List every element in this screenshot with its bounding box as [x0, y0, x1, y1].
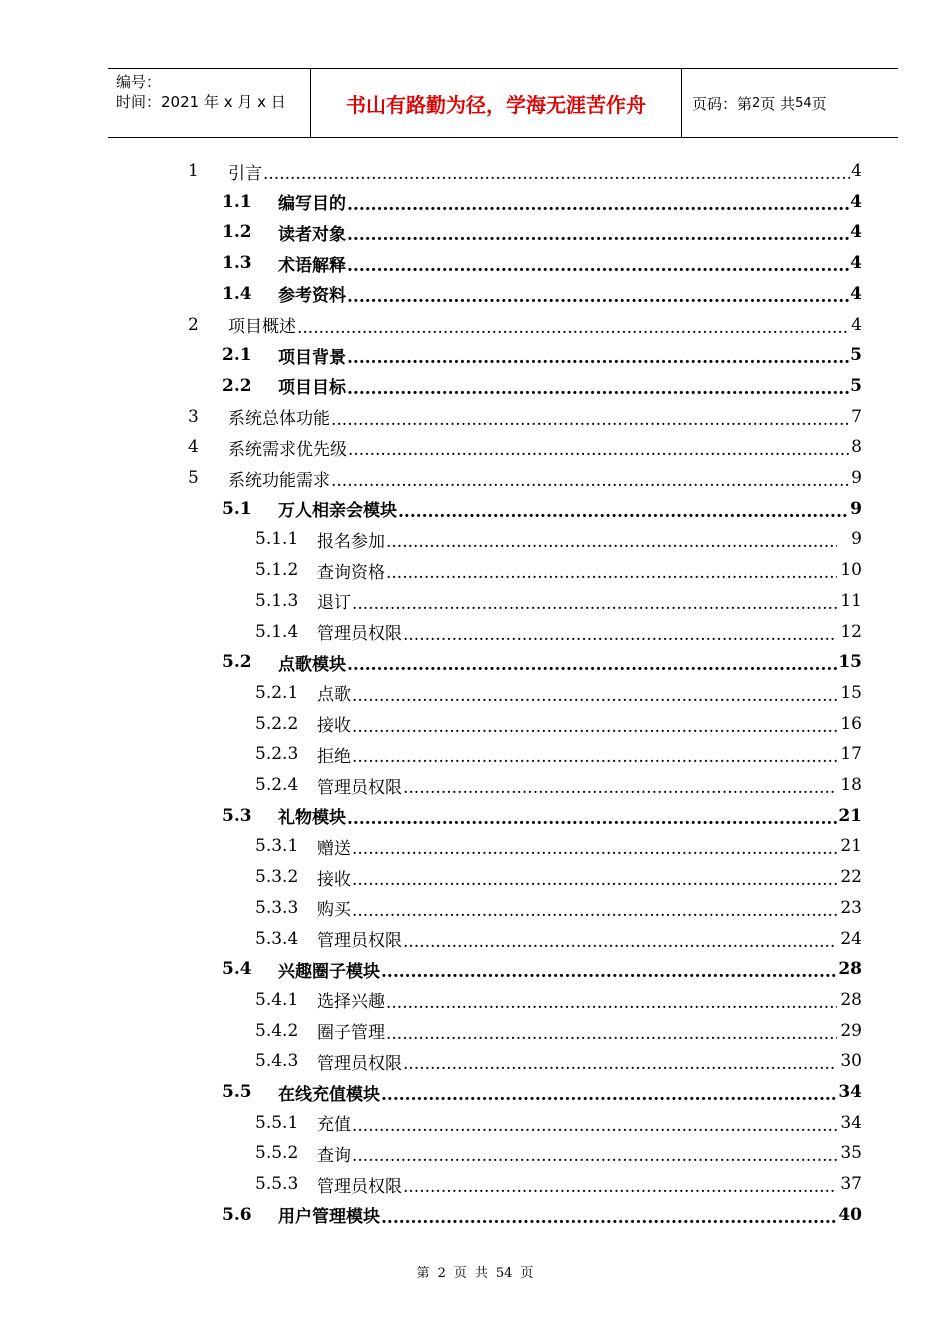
- toc-entry-number: 5.5: [222, 1082, 252, 1102]
- toc-entry-title: 管理员权限: [317, 777, 402, 798]
- toc-entry-number: 5.3.4: [255, 928, 299, 949]
- toc-entry-title: 退订: [317, 593, 351, 614]
- toc-entry-number: 1.2: [222, 222, 252, 243]
- toc-entry-number: 5.4.3: [255, 1051, 299, 1072]
- toc-entry-page: 40: [838, 1204, 862, 1225]
- page-mid: 页 共: [760, 94, 796, 113]
- toc-entry-number: 5.5.3: [255, 1174, 299, 1195]
- toc-entry[interactable]: [255, 617, 862, 647]
- toc-entry-title: 接收: [317, 869, 351, 890]
- toc-entry-page: 4: [850, 253, 862, 274]
- toc-entry[interactable]: [222, 954, 862, 984]
- toc-entry-page: 18: [840, 775, 862, 795]
- toc-leader-dots: [263, 164, 850, 184]
- header-page-info: [682, 69, 898, 137]
- toc-entry-page: 8: [851, 437, 862, 458]
- toc-leader-dots: [398, 502, 849, 522]
- footer-word-4: 页: [520, 1266, 534, 1281]
- toc-entry[interactable]: [222, 647, 862, 677]
- toc-entry-number: 5.3: [222, 805, 252, 826]
- toc-leader-dots: [386, 532, 837, 552]
- toc-entry-page: 5: [850, 345, 862, 366]
- toc-entry-page: 11: [840, 590, 862, 611]
- toc-leader-dots: [381, 1085, 837, 1105]
- toc-entry-title: 查询: [317, 1145, 351, 1166]
- toc-entry-number: 5.2.3: [255, 744, 299, 765]
- toc-entry-number: 5.4.1: [255, 989, 299, 1010]
- toc-leader-dots: [347, 225, 849, 245]
- page-total: 54: [795, 95, 812, 111]
- toc-entry-number: 5.1.4: [255, 621, 299, 642]
- toc-entry-title: 管理员权限: [317, 1053, 402, 1074]
- toc-leader-dots: [347, 256, 849, 276]
- toc-entry[interactable]: [255, 555, 862, 585]
- toc-leader-dots: [386, 563, 837, 583]
- toc-leader-dots: [403, 1177, 837, 1197]
- toc-entry-title: 系统需求优先级: [228, 439, 347, 460]
- toc-entry-number: 3: [188, 406, 199, 427]
- toc-entry-page: 21: [840, 836, 862, 857]
- toc-leader-dots: [381, 962, 837, 982]
- toc-entry[interactable]: [222, 494, 862, 524]
- toc-leader-dots: [381, 1208, 837, 1228]
- toc-entry-page: 4: [850, 222, 862, 243]
- toc-entry-page: 23: [840, 897, 862, 918]
- toc-entry-number: 5.3.3: [255, 897, 299, 918]
- toc-entry[interactable]: [222, 371, 862, 401]
- toc-entry-number: 5.2.2: [255, 713, 299, 734]
- toc-entry-page: 10: [840, 560, 862, 581]
- toc-entry[interactable]: [255, 1046, 862, 1076]
- toc-entry-title: 项目概述: [228, 317, 296, 337]
- toc-entry-title: 系统总体功能: [228, 409, 330, 430]
- toc-entry-page: 15: [838, 652, 862, 673]
- toc-entry-title: 接收: [317, 716, 351, 737]
- toc-entry-page: 9: [851, 529, 862, 550]
- toc-leader-dots: [352, 839, 837, 859]
- toc-entry-page: 4: [851, 314, 862, 335]
- toc-entry[interactable]: [255, 678, 862, 708]
- footer-word-3: 共: [474, 1266, 488, 1281]
- toc-leader-dots: [297, 318, 850, 338]
- toc-entry-number: 1.1: [222, 191, 252, 212]
- page-number: 2: [752, 95, 761, 111]
- toc-entry[interactable]: [188, 402, 862, 432]
- toc-entry-title: 万人相亲会模块: [278, 501, 397, 522]
- toc-entry-page: 12: [840, 621, 862, 642]
- toc-entry-title: 用户管理模块: [278, 1207, 380, 1228]
- toc-entry-page: 28: [838, 959, 862, 980]
- toc-entry[interactable]: [188, 432, 862, 462]
- toc-entry[interactable]: [255, 1138, 862, 1168]
- toc-entry[interactable]: [222, 187, 862, 217]
- toc-entry-title: 选择兴趣: [317, 992, 385, 1013]
- toc-entry-title: 管理员权限: [317, 1176, 402, 1197]
- toc-entry-number: 5.6: [222, 1204, 252, 1225]
- toc-entry-title: 编写目的: [278, 194, 346, 215]
- toc-leader-dots: [347, 655, 837, 675]
- toc-leader-dots: [347, 379, 849, 399]
- toc-entry[interactable]: [222, 340, 862, 370]
- toc-entry[interactable]: [222, 801, 862, 831]
- toc-leader-dots: [352, 901, 837, 921]
- toc-entry-number: 5.5.1: [255, 1112, 299, 1133]
- toc-entry-title: 管理员权限: [317, 624, 402, 644]
- toc-entry-number: 5.1.3: [255, 590, 299, 611]
- page-header: [108, 68, 898, 138]
- page-prefix: 页码：第: [692, 94, 753, 113]
- toc-entry-number: 5.2: [222, 652, 252, 673]
- toc-entry-page: 24: [840, 928, 862, 949]
- toc-leader-dots: [331, 471, 850, 491]
- toc-leader-dots: [348, 440, 850, 460]
- toc-entry-page: 15: [840, 682, 862, 703]
- toc-entry-number: 5.4.2: [255, 1020, 299, 1041]
- toc-entry-number: 5.1: [222, 498, 252, 519]
- toc-entry[interactable]: [255, 1108, 862, 1138]
- toc-entry-title: 系统功能需求: [228, 470, 330, 491]
- toc-entry-title: 报名参加: [317, 531, 385, 552]
- toc-leader-dots: [331, 410, 850, 430]
- toc-leader-dots: [352, 870, 837, 890]
- toc-leader-dots: [403, 778, 837, 798]
- toc-entry-page: 9: [851, 468, 862, 488]
- doc-date: 时间：2021 年 x 月 x 日: [116, 93, 286, 111]
- toc-leader-dots: [352, 717, 837, 737]
- page-footer: [0, 1262, 950, 1281]
- toc-entry-number: 1.4: [222, 283, 252, 304]
- toc-leader-dots: [352, 747, 837, 767]
- toc-leader-dots: [352, 1146, 837, 1166]
- toc-entry-number: 5.5.2: [255, 1143, 299, 1164]
- toc-entry[interactable]: [255, 893, 862, 923]
- toc-entry-page: 16: [840, 713, 862, 734]
- toc-entry-title: 拒绝: [317, 746, 351, 767]
- toc-entry[interactable]: [255, 924, 862, 954]
- toc-entry-number: 4: [188, 437, 199, 458]
- toc-entry-title: 充值: [317, 1115, 351, 1136]
- toc-entry[interactable]: [255, 739, 862, 769]
- toc-entry[interactable]: [255, 862, 862, 892]
- toc-entry-title: 项目目标: [278, 378, 346, 399]
- toc-entry[interactable]: [255, 709, 862, 739]
- toc-entry-number: 2: [188, 314, 199, 335]
- toc-leader-dots: [347, 348, 849, 368]
- header-motto: 书山有路勤为径，学海无涯苦作舟: [311, 69, 682, 137]
- page-suffix: 页: [811, 94, 827, 113]
- toc-leader-dots: [347, 195, 849, 215]
- toc-entry-number: 5.1.2: [255, 560, 299, 581]
- toc-entry-page: 28: [840, 989, 862, 1010]
- toc-entry[interactable]: [188, 463, 862, 493]
- footer-word-2: 页: [453, 1266, 467, 1281]
- toc-entry-title: 在线充值模块: [278, 1084, 380, 1105]
- toc-entry[interactable]: [255, 770, 862, 800]
- toc-entry-number: 1: [188, 161, 199, 181]
- toc-entry-number: 1.3: [222, 253, 252, 274]
- toc-entry[interactable]: [255, 831, 862, 861]
- toc-entry-number: 5: [188, 468, 199, 488]
- toc-entry-title: 赠送: [317, 838, 351, 859]
- toc-entry-number: 5.3.1: [255, 836, 299, 857]
- toc-entry[interactable]: [255, 985, 862, 1015]
- toc-entry-title: 点歌模块: [278, 654, 346, 675]
- toc-entry[interactable]: [188, 310, 862, 340]
- toc-entry-page: 7: [851, 406, 862, 427]
- toc-entry-title: 查询资格: [317, 562, 385, 583]
- toc-entry-page: 35: [840, 1143, 862, 1164]
- toc-leader-dots: [403, 932, 837, 952]
- toc-entry-number: 2.1: [222, 345, 252, 366]
- toc-entry-number: 2.2: [222, 375, 252, 396]
- toc-entry-page: 4: [851, 161, 862, 181]
- toc-entry[interactable]: [222, 248, 862, 278]
- doc-number: 编号：: [116, 73, 162, 91]
- toc-entry-title: 项目背景: [278, 347, 346, 368]
- toc-entry-page: 22: [840, 867, 862, 888]
- toc-entry-page: 5: [850, 375, 862, 396]
- toc-entry[interactable]: [222, 1200, 862, 1230]
- toc-leader-dots: [347, 287, 849, 307]
- toc-entry-title: 读者对象: [278, 224, 346, 245]
- toc-entry-page: 21: [838, 805, 862, 826]
- toc-entry-page: 4: [850, 191, 862, 212]
- toc-entry[interactable]: [222, 279, 862, 309]
- toc-entry-title: 点歌: [317, 685, 351, 706]
- toc-entry[interactable]: [222, 1077, 862, 1107]
- toc-entry-page: 4: [850, 283, 862, 304]
- toc-leader-dots: [352, 1116, 837, 1136]
- toc-leader-dots: [352, 686, 837, 706]
- toc-leader-dots: [386, 1024, 837, 1044]
- toc-entry-title: 管理员权限: [317, 931, 402, 951]
- toc-entry-number: 5.2.1: [255, 682, 299, 703]
- toc-entry-page: 34: [838, 1082, 862, 1102]
- toc-entry-number: 5.2.4: [255, 775, 299, 795]
- toc-entry[interactable]: [255, 524, 862, 554]
- toc-entry[interactable]: [255, 1169, 862, 1199]
- footer-total: 54: [495, 1266, 513, 1281]
- toc-entry-number: 5.4: [222, 959, 252, 980]
- toc-leader-dots: [347, 809, 837, 829]
- toc-entry[interactable]: [255, 1016, 862, 1046]
- toc-entry-title: 引言: [228, 163, 262, 184]
- toc-entry[interactable]: [188, 156, 862, 186]
- footer-word-1: 第: [416, 1266, 430, 1281]
- toc-entry-page: 9: [850, 498, 862, 519]
- toc-entry-title: 购买: [317, 900, 351, 921]
- toc-entry-number: 5.1.1: [255, 529, 299, 550]
- toc-entry-number: 5.3.2: [255, 867, 299, 888]
- footer-page-number: 2: [437, 1266, 446, 1281]
- toc-entry-page: 34: [840, 1112, 862, 1133]
- toc-leader-dots: [403, 1054, 837, 1074]
- toc-entry[interactable]: [222, 217, 862, 247]
- toc-entry-page: 30: [840, 1051, 862, 1072]
- toc-leader-dots: [386, 993, 837, 1013]
- toc-entry-title: 参考资料: [278, 286, 346, 307]
- toc-entry-title: 礼物模块: [278, 808, 346, 829]
- toc-entry-title: 术语解释: [278, 255, 346, 276]
- toc-entry-page: 29: [840, 1020, 862, 1041]
- toc-leader-dots: [403, 625, 837, 645]
- toc-entry[interactable]: [255, 586, 862, 616]
- toc-leader-dots: [352, 594, 837, 614]
- toc-entry-page: 37: [840, 1174, 862, 1195]
- toc-entry-title: 兴趣圈子模块: [278, 961, 380, 982]
- header-meta: [108, 69, 311, 137]
- toc-entry-page: 17: [840, 744, 862, 765]
- toc-entry-title: 圈子管理: [317, 1023, 385, 1044]
